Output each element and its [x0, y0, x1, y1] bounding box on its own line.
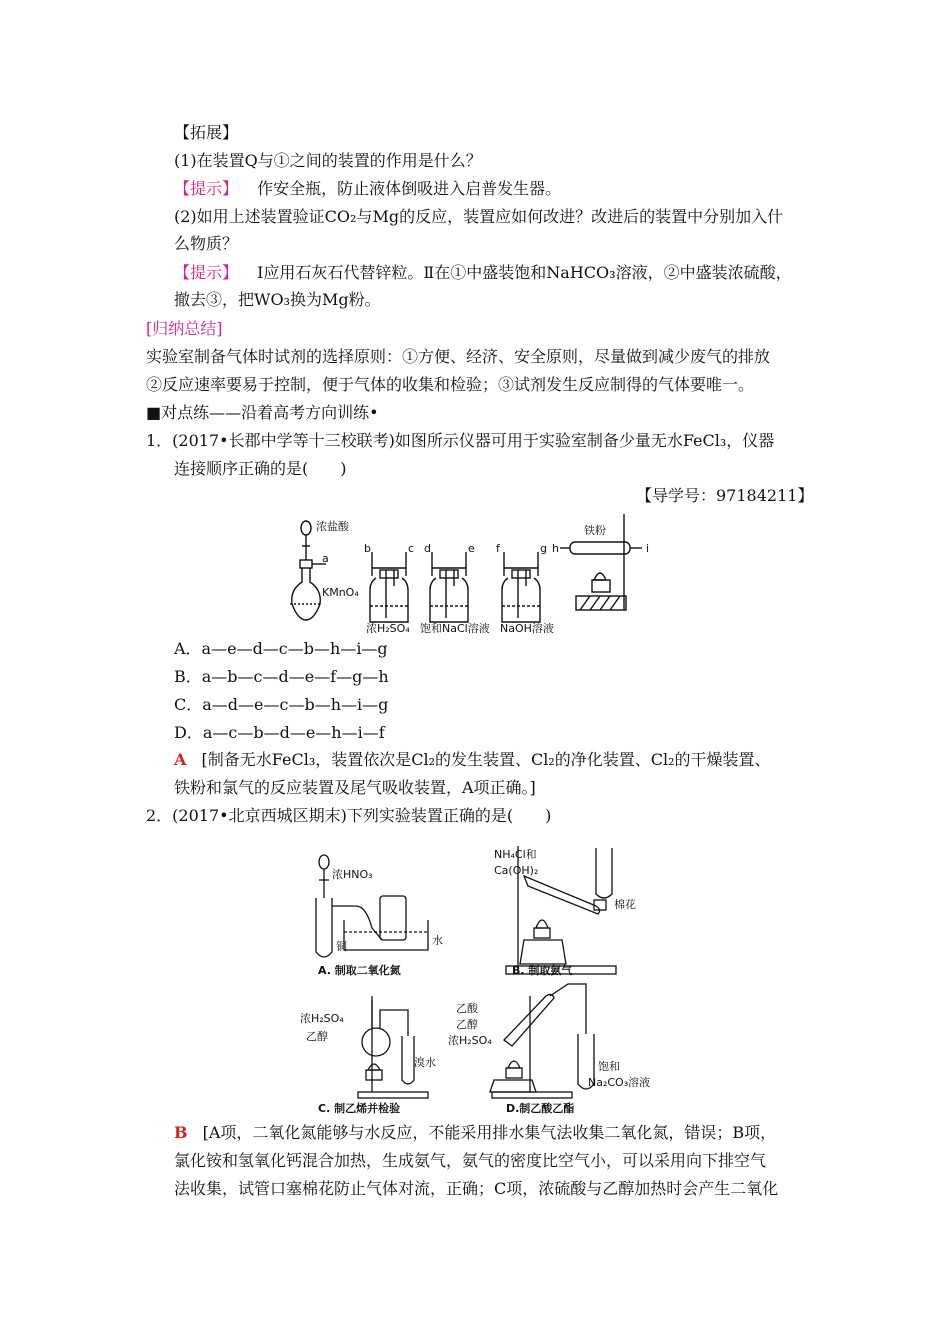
summary-title: [归纳总结] — [146, 319, 223, 338]
q2-answer — [174, 1122, 776, 1144]
q1-option-b: B．a—b—c—d—e—f—g—h — [174, 667, 389, 686]
label-c: c — [408, 542, 415, 555]
hint-1 — [174, 178, 561, 200]
question-2-line-1: (2)如用上述装置验证CO₂与Mg的反应，装置应如何改进？改进后的装置中分别加入什 — [174, 207, 784, 226]
label-hcl: 浓盐酸 — [316, 520, 349, 533]
q1-answer-letter: A — [174, 750, 187, 769]
caption-b: B. 制取氨气 — [512, 964, 573, 977]
hint-label: 【提示】 — [174, 263, 239, 282]
q2-stem: 2．(2017•北京西城区期末)下列实验装置正确的是( ) — [146, 806, 552, 825]
q2-answer-line-3: 法收集，试管口塞棉花防止气体对流，正确；C项，浓硫酸与乙醇加热时会产生二氧化 — [174, 1179, 779, 1198]
label-hno3: 浓HNO₃ — [332, 868, 373, 881]
label-h2so4-c: 浓H₂SO₄ — [300, 1012, 344, 1025]
label-naoh: NaOH溶液 — [500, 622, 554, 634]
label-iron: 铁粉 — [584, 524, 606, 537]
label-f: f — [496, 542, 500, 555]
q1-answer-line-2: 铁粉和氯气的反应装置及尾气吸收装置，A项正确。] — [174, 778, 536, 797]
label-h: h — [552, 542, 559, 555]
label-ethanol-d: 乙醇 — [456, 1018, 478, 1031]
label-nacl: 饱和NaCl溶液 — [420, 622, 490, 634]
label-kmno4: KMnO₄ — [322, 586, 359, 599]
q2-answer-letter: B — [174, 1123, 188, 1142]
label-e: e — [468, 542, 475, 555]
q1-stem-line-2: 连接顺序正确的是( ) — [174, 459, 347, 478]
label-b: b — [364, 542, 371, 555]
summary-line-2: ②反应速率要易于控制，便于气体的收集和检验；③试剂发生反应制得的气体要唯一。 — [146, 375, 755, 394]
hint-label: 【提示】 — [174, 179, 239, 198]
practice-header: ■对点练——沿着高考方向训练• — [146, 403, 379, 422]
label-h2so4: 浓H₂SO₄ — [366, 622, 410, 634]
label-water: 水 — [432, 934, 443, 947]
label-h2so4-d: 浓H₂SO₄ — [448, 1034, 492, 1047]
q1-option-a: A．a—e—d—c—b—h—i—g — [174, 639, 388, 658]
q1-answer — [174, 749, 771, 771]
figure-fecl3-apparatus — [286, 510, 666, 634]
hint-2-text: Ⅰ应用石灰石代替锌粒。Ⅱ在①中盛装饱和NaHCO₃溶液，②中盛装浓硫酸， — [257, 263, 792, 282]
label-ethanol-c: 乙醇 — [306, 1030, 328, 1043]
expand-title: 【拓展】 — [174, 123, 239, 142]
label-d: d — [424, 542, 431, 555]
caption-a: A. 制取二氧化氮 — [318, 964, 401, 977]
figure-q2-apparatus — [296, 840, 662, 1118]
q1-stem-line-1: 1．(2017•长郡中学等十三校联考)如图所示仪器可用于实验室制备少量无水FeCl₃，仪器 — [146, 431, 775, 450]
q1-option-c: C．a—d—e—c—b—h—i—g — [174, 695, 389, 714]
summary-line-1: 实验室制备气体时试剂的选择原则：①方便、经济、安全原则，尽量做到减少废气的排放 — [146, 347, 771, 366]
q1-option-d: D．a—c—b—d—e—h—i—f — [174, 723, 385, 742]
label-caoh2: Ca(OH)₂ — [494, 864, 539, 877]
label-g: g — [540, 542, 547, 555]
caption-d: D.制乙酸乙酯 — [506, 1102, 575, 1115]
label-i: i — [646, 542, 650, 555]
q2-answer-line-2: 氯化铵和氢氧化钙混合加热，生成氨气，氨气的密度比空气小，可以采用向下排空气 — [174, 1151, 767, 1170]
q1-answer-line-1: [制备无水FeCl₃，装置依次是Cl₂的发生装置、Cl₂的净化装置、Cl₂的干燥装置、 — [201, 750, 771, 769]
label-acetic: 乙酸 — [456, 1002, 478, 1015]
question-1-text: (1)在装置Q与①之间的装置的作用是什么？ — [174, 151, 482, 170]
caption-c: C. 制乙烯并检验 — [318, 1102, 401, 1115]
label-a: a — [322, 552, 329, 565]
label-saturated: 饱和 — [598, 1060, 620, 1073]
label-bromine: 溴水 — [414, 1056, 436, 1069]
label-nh4cl: NH₄Cl和 — [494, 848, 537, 861]
label-cotton: 棉花 — [614, 898, 636, 911]
q2-answer-line-1: [A项，二氧化氮能够与水反应，不能采用排水集气法收集二氧化氮，错误；B项， — [202, 1123, 777, 1142]
question-2-line-2: 么物质？ — [174, 234, 239, 253]
hint-1-text: 作安全瓶，防止液体倒吸进入启普发生器。 — [257, 179, 562, 198]
label-cu: 铜 — [336, 940, 347, 953]
hint-2 — [174, 262, 792, 284]
guide-number: 【导学号：97184211】 — [636, 486, 814, 505]
hint-2-line-2: 撤去③，把WO₃换为Mg粉。 — [174, 290, 381, 309]
label-na2co3: Na₂CO₃溶液 — [588, 1076, 651, 1089]
